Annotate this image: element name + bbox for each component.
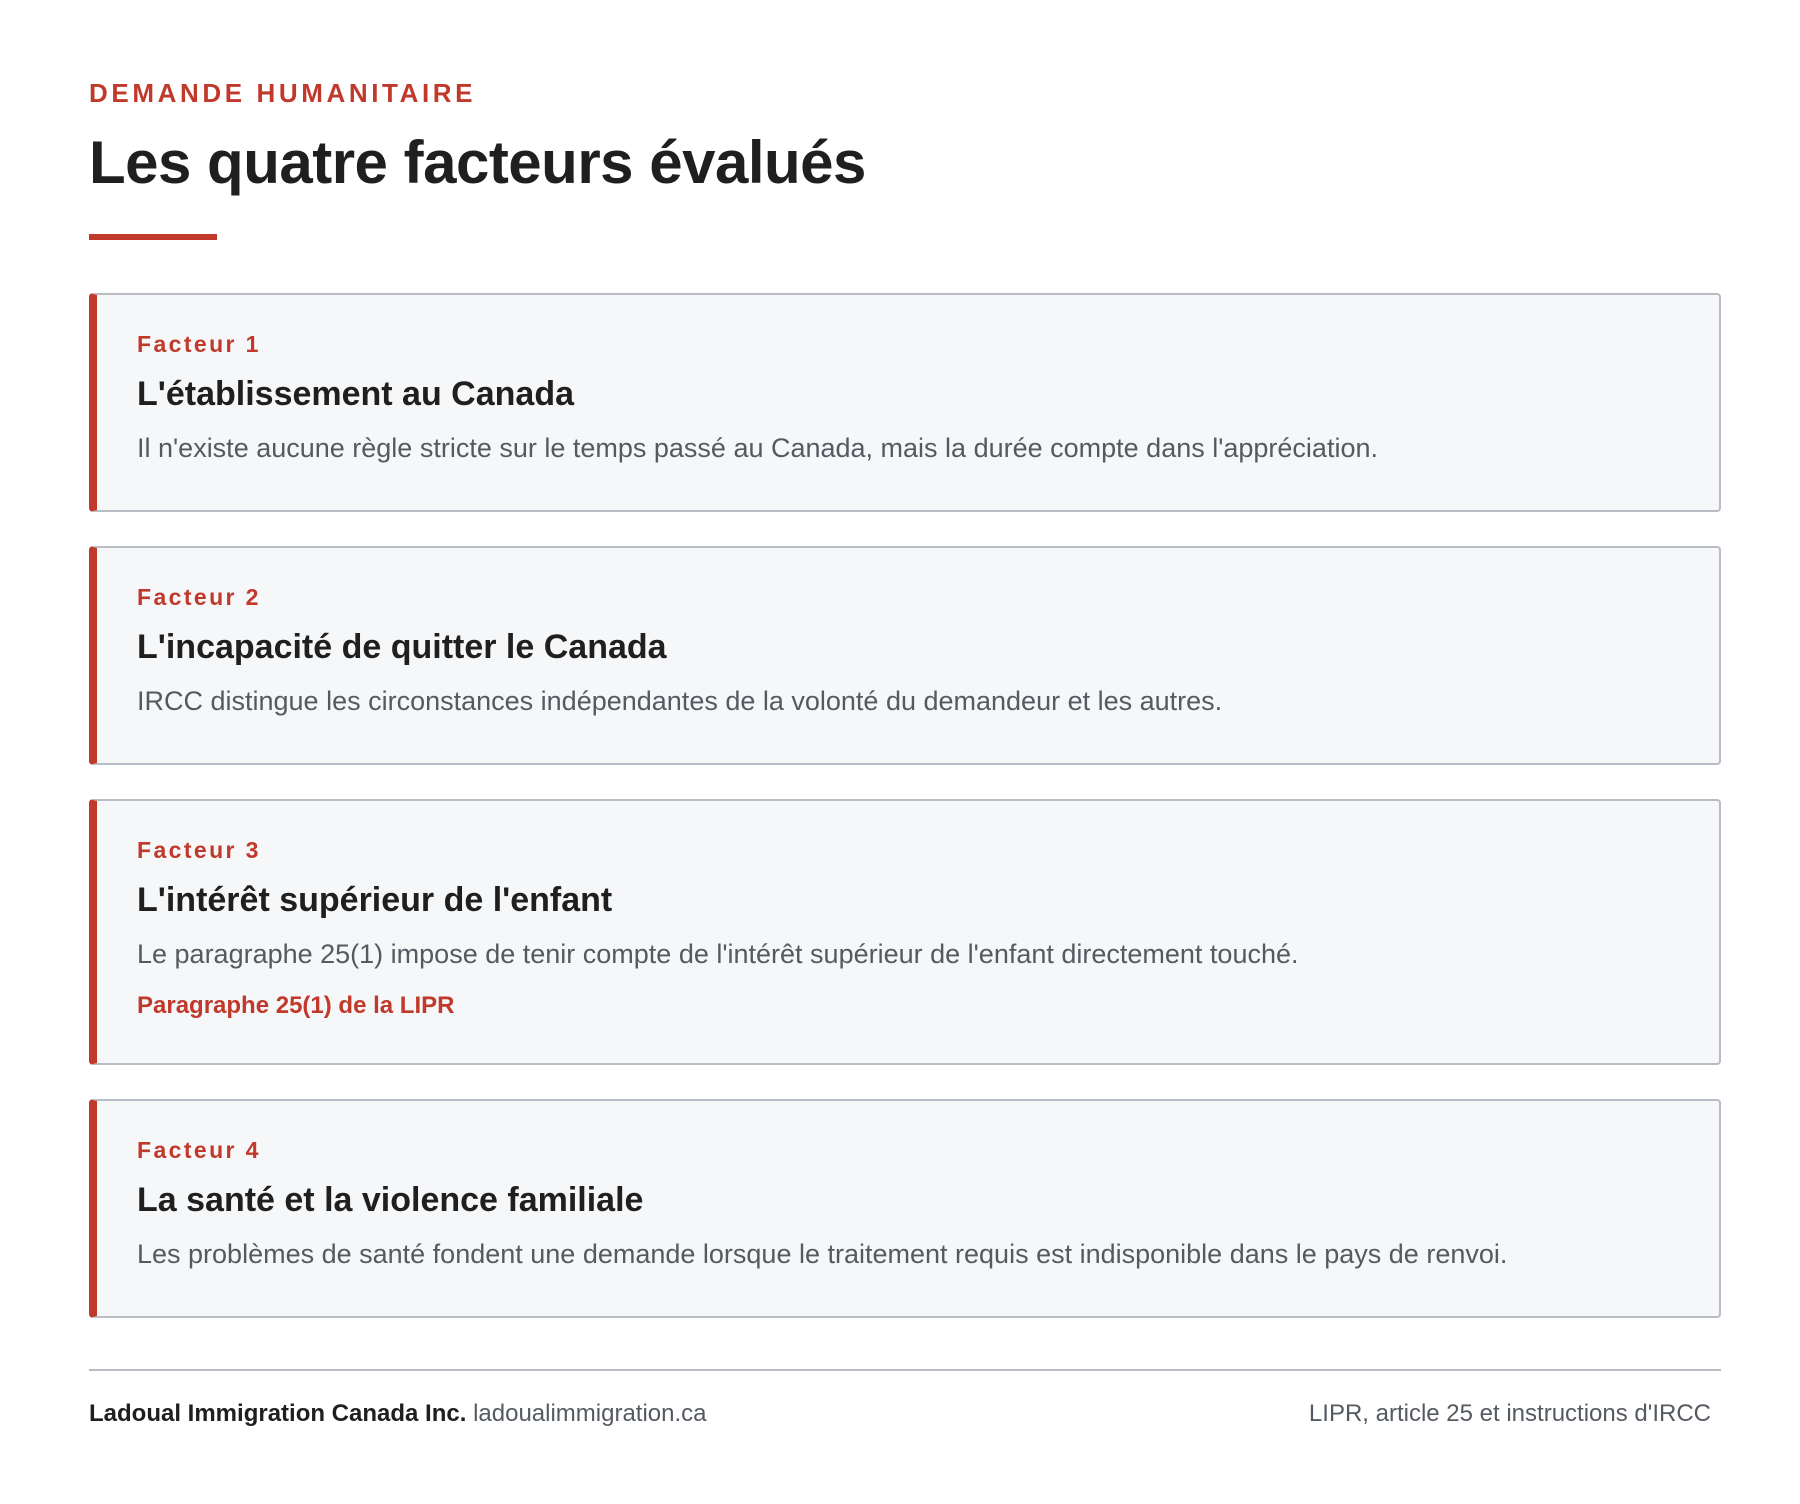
- footer-divider: [89, 1369, 1721, 1371]
- factor-number: Facteur 2: [137, 584, 261, 610]
- factor-description: IRCC distingue les circonstances indépendantes de la volonté du demandeur et les autres.: [137, 686, 1223, 716]
- factor-title: L'établissement au Canada: [137, 375, 575, 413]
- eyebrow-label: DEMANDE HUMANITAIRE: [89, 78, 477, 108]
- footer-branding: [89, 1400, 707, 1428]
- factor-card-2: [89, 546, 1721, 765]
- company-website: ladoualimmigration.ca: [473, 1400, 707, 1427]
- factor-number: Facteur 1: [137, 331, 261, 357]
- legal-reference: Paragraphe 25(1) de la LIPR: [137, 992, 455, 1019]
- factor-description: Le paragraphe 25(1) impose de tenir compte de l'intérêt supérieur de l'enfant directement touché.: [137, 939, 1299, 969]
- company-name: Ladoual Immigration Canada Inc.: [89, 1400, 467, 1427]
- factor-description: Il n'existe aucune règle stricte sur le temps passé au Canada, mais la durée compte dans l'appréciation.: [137, 433, 1378, 463]
- factor-title: L'incapacité de quitter le Canada: [137, 628, 667, 666]
- factor-card-4: [89, 1099, 1721, 1318]
- footer-source: LIPR, article 25 et instructions d'IRCC: [1308, 1400, 1711, 1427]
- title-underline: [89, 234, 217, 240]
- factor-list: [89, 293, 1721, 1352]
- factor-number: Facteur 4: [137, 1137, 261, 1163]
- factor-card-1: [89, 293, 1721, 512]
- factor-title: La santé et la violence familiale: [137, 1181, 644, 1219]
- factor-card-3: [89, 799, 1721, 1065]
- factor-description: Les problèmes de santé fondent une demande lorsque le traitement requis est indisponible dans le pays de renvoi.: [137, 1239, 1508, 1269]
- factor-title: L'intérêt supérieur de l'enfant: [137, 881, 613, 919]
- factor-number: Facteur 3: [137, 837, 261, 863]
- page-title: Les quatre facteurs évalués: [89, 129, 866, 196]
